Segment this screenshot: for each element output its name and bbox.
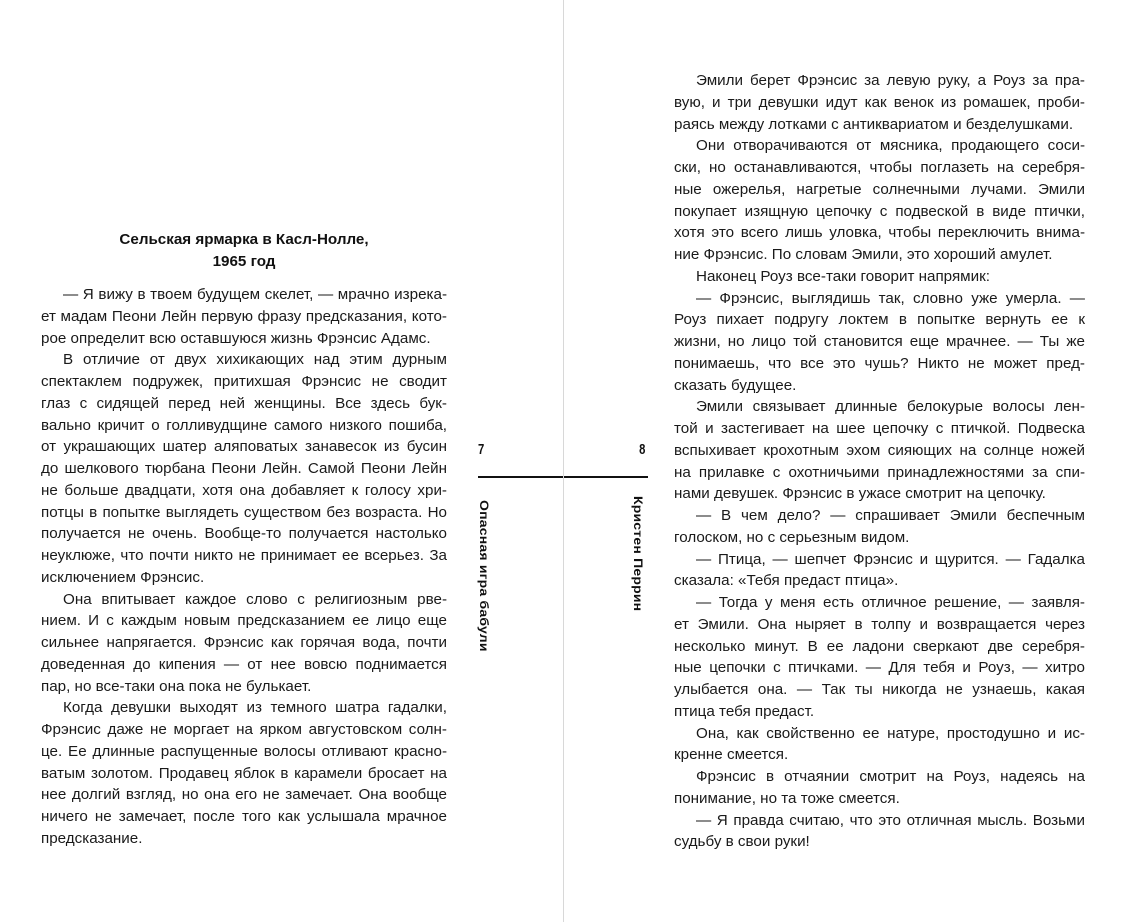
text-line: нее долгий взгляд, но она его не замечает. Она вообще [41, 786, 447, 804]
text-line: вую, и три девушки идут как венок из ромашек, проби- [674, 93, 1085, 111]
text-line: ет мадам Пеони Лейн первую фразу предсказания, кото- [41, 307, 447, 325]
text-line: нами девушек. Фрэнсис в ужасе смотрит на цепочку. [674, 485, 1046, 503]
text-line: предсказание. [41, 829, 143, 847]
running-rule-left [478, 476, 563, 478]
text-line: Роуз пихает подругу локтем в попытке вернуть ее к [674, 311, 1085, 329]
text-line: сказала: «Тебя предаст птица». [674, 572, 899, 590]
text-line: от украшающих шатер аляповатых занавесок из бусин [41, 438, 447, 456]
text-line: неуклюже, что почти никто не принимает ее всерьез. За [41, 547, 447, 564]
text-line: спектаклем подружек, притихшая Фрэнсис не сводит [41, 373, 447, 390]
text-line: ет Эмили. Она ныряет в толпу и возвращается через [674, 615, 1085, 633]
text-line: вспыхивает крохотным эхом сияющих на солнце ножей [674, 441, 1085, 459]
text-line: — Я правда считаю, что это отличная мысль. Возьми [696, 811, 1085, 829]
text-line: рое определит всю оставшуюся жизнь Фрэнсис Адамс. [41, 329, 431, 347]
text-line: — Птица, — шепчет Фрэнсис и щурится. — Гадалка [696, 550, 1085, 568]
text-line: улыбается она. — Так ты никогда не узнаешь, какая [674, 681, 1085, 698]
text-line: це. Ее длинные распущенные волосы отливают красно- [41, 742, 447, 760]
text-line: Эмили связывает длинные белокурые волосы лен- [696, 398, 1085, 416]
text-line: доведенная до кипения — от нее вовсю поднимается [41, 655, 447, 673]
text-line: той и застегивает на шее цепочку с птичкой. Подвеска [674, 420, 1085, 437]
chapter-heading [41, 229, 447, 273]
text-line: до шелкового тюрбана Пеони Лейн. Самой Пеони Лейн [41, 460, 447, 477]
chapter-heading-line-1: Сельская ярмарка в Касл-Нолле, [119, 231, 369, 248]
text-line: голоском, но с серьезным видом. [674, 528, 910, 546]
text-line: не больше двадцати, хотя она добавляет к голосу хри- [41, 481, 447, 499]
text-line: птица тебя предаст. [674, 702, 815, 720]
text-line: глаз с сидящей перед ней женщины. Все здесь бук- [41, 394, 447, 412]
text-line: вально кричит о голливудщине самого низкого пошиба, [41, 416, 447, 434]
text-line: Наконец Роуз все-таки говорит напрямик: [696, 267, 990, 285]
left-page-body-text [41, 284, 447, 850]
text-line: ски, но останавливаются, чтобы поглазеть на серебря- [674, 159, 1085, 176]
right-page [564, 0, 1136, 922]
text-line: раясь между лотками с антиквариатом и безделушками. [674, 115, 1074, 133]
text-line: ватым золотом. Продавец яблок в карамели бросает на [41, 764, 447, 782]
text-line: — В чем дело? — спрашивает Эмили беспечным [696, 507, 1085, 524]
text-line: Фрэнсис в отчаянии смотрит на Роуз, надеясь на [696, 768, 1085, 785]
text-line: В отличие от двух хихикающих над этим дурным [63, 351, 447, 369]
text-line: Она, как свойственно ее натуре, простодушно и ис- [696, 724, 1085, 742]
text-line: ные цепочки с птичками. — Для тебя и Роуз, — хитро [674, 659, 1085, 677]
text-line: получается не очень. Вообще-то получается настолько [41, 525, 447, 543]
text-line: покупает изящную цепочку с подвеской в виде птички, [674, 202, 1085, 220]
text-line: — Я вижу в твоем будущем скелет, — мрачно изрека- [63, 286, 447, 303]
text-line: хотя это всего лишь уловка, чтобы переключить внима- [674, 224, 1085, 242]
text-line: понимаешь, что все это чушь? Никто не может пред- [674, 354, 1085, 372]
page-number-right: 8 [639, 441, 646, 458]
text-line: на прилавке с охотничьими принадлежностями за спи- [674, 463, 1085, 481]
text-line: пар, но все-таки она пока не булькает. [41, 677, 312, 695]
text-line: ные ожерелья, нагретые солнечными лучами. Эмили [674, 180, 1085, 198]
text-line: несколько минут. В ее ладони сверкают две серебря- [674, 637, 1085, 655]
text-line: ничего не замечает, после того как услышала мрачное [41, 808, 447, 825]
running-head-author: Кристен Перрин [631, 496, 645, 612]
text-line: Фрэнсис даже не моргает на ярком августовском солн- [41, 721, 447, 738]
text-line: жизни, но лицо той становится еще мрачнее. — Ты же [674, 333, 1085, 350]
text-line: — Фрэнсис, выглядишь так, словно уже умерла. — [696, 289, 1085, 307]
text-line: — Тогда у меня есть отличное решение, — заявля- [696, 594, 1085, 611]
text-line: судьбу в свои руки! [674, 833, 810, 851]
text-line: сказать будущее. [674, 376, 797, 394]
text-line: Они отворачиваются от мясника, продающего соси- [696, 137, 1085, 155]
text-line: потцы в попытке выглядеть существом без возраста. Но [41, 503, 447, 521]
right-page-body-text [674, 70, 1085, 853]
running-head-book-title: Опасная игра бабули [477, 500, 491, 652]
text-line: Она впитывает каждое слово с религиозным рве- [63, 590, 447, 608]
chapter-heading-line-2: 1965 год [212, 253, 276, 270]
text-line: нием. И с каждым новым предсказанием ее лицо еще [41, 612, 447, 630]
text-line: кренне смеется. [674, 746, 789, 764]
left-page [0, 0, 563, 922]
text-line: Когда девушки выходят из темного шатра гадалки, [63, 699, 447, 717]
text-line: исключением Фрэнсис. [41, 568, 205, 586]
page-number-left: 7 [478, 441, 485, 458]
text-line: понимание, но та тоже смеется. [674, 789, 900, 807]
text-line: Эмили берет Фрэнсис за левую руку, а Роуз за пра- [696, 72, 1085, 89]
text-line: ние Фрэнсис. По словам Эмили, это хороший амулет. [674, 246, 1053, 263]
text-line: сильнее напрягается. Фрэнсис как горячая вода, почти [41, 634, 447, 651]
